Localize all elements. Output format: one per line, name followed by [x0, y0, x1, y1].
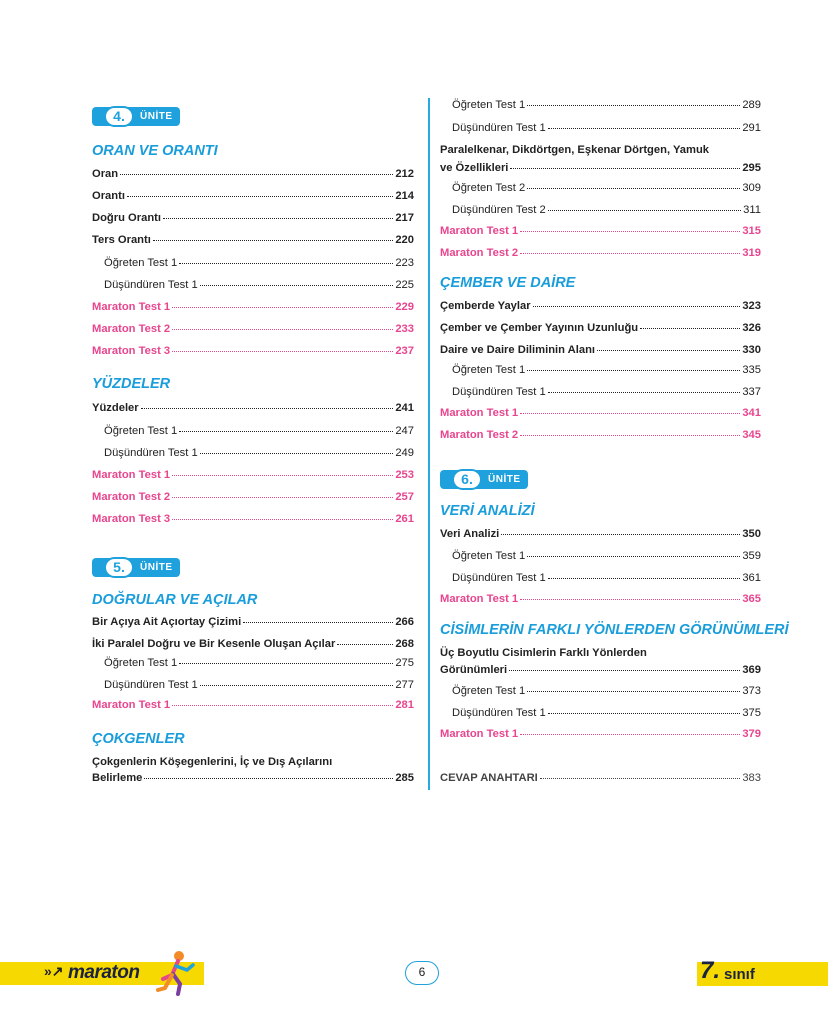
toc-entry[interactable]: İki Paralel Doğru ve Bir Kesenle Oluşan Açılar 268: [92, 638, 414, 650]
toc-entry[interactable]: Öğreten Test 1 275: [104, 657, 414, 669]
toc-entry-maraton[interactable]: Maraton Test 2 233: [92, 323, 414, 335]
toc-entry-cevap[interactable]: CEVAP ANAHTARI 383: [440, 772, 761, 784]
toc-entry-maraton[interactable]: Maraton Test 1 281: [92, 699, 414, 711]
toc-entry-maraton[interactable]: Maraton Test 1 229: [92, 301, 414, 313]
toc-entry-maraton[interactable]: Maraton Test 1 341: [440, 407, 761, 419]
toc-entry[interactable]: Öğreten Test 1 289: [452, 99, 761, 111]
unit-5-label: ÜNİTE: [140, 562, 173, 573]
toc-entry[interactable]: Belirleme 285: [92, 772, 414, 784]
toc-entry[interactable]: Öğreten Test 2 309: [452, 182, 761, 194]
runner-icon: [152, 948, 198, 996]
unit-5-number: 5.: [104, 557, 134, 578]
toc-entry[interactable]: Yüzdeler 241: [92, 402, 414, 414]
section-title-oran: ORAN VE ORANTI: [92, 143, 218, 159]
brand-logo: maraton: [68, 962, 140, 983]
unit-4-label: ÜNİTE: [140, 111, 173, 122]
grade-number: 7.: [700, 957, 721, 984]
toc-entry-line1[interactable]: Çokgenlerin Köşegenlerini, İç ve Dış Açılarını: [92, 756, 333, 768]
unit-4-number: 4.: [104, 106, 134, 127]
toc-entry-maraton[interactable]: Maraton Test 1 379: [440, 728, 761, 740]
toc-entry-maraton[interactable]: Maraton Test 1 315: [440, 225, 761, 237]
toc-entry-line1[interactable]: Paralelkenar, Dikdörtgen, Eşkenar Dörtgen, Yamuk: [440, 144, 710, 156]
toc-entry[interactable]: Çemberde Yaylar 323: [440, 300, 761, 312]
toc-entry[interactable]: Doğru Orantı 217: [92, 212, 414, 224]
toc-entry[interactable]: Çember ve Çember Yayının Uzunluğu 326: [440, 322, 761, 334]
toc-entry[interactable]: Öğreten Test 1 247: [104, 425, 414, 437]
toc-entry[interactable]: Bir Açıya Ait Açıortay Çizimi 266: [92, 616, 414, 628]
toc-entry[interactable]: Düşündüren Test 1 375: [452, 707, 761, 719]
wings-icon: »↗: [44, 963, 64, 979]
section-title-yuzdeler: YÜZDELER: [92, 376, 171, 392]
toc-entry-maraton[interactable]: Maraton Test 1 253: [92, 469, 414, 481]
toc-entry[interactable]: Düşündüren Test 1 337: [452, 386, 761, 398]
toc-entry-maraton[interactable]: Maraton Test 3 261: [92, 513, 414, 525]
column-divider: [428, 98, 430, 790]
toc-entry[interactable]: Ters Orantı 220: [92, 234, 414, 246]
toc-entry[interactable]: Orantı 214: [92, 190, 414, 202]
toc-entry-maraton[interactable]: Maraton Test 3 237: [92, 345, 414, 357]
toc-entry[interactable]: Düşündüren Test 1 291: [452, 122, 761, 134]
toc-entry[interactable]: Düşündüren Test 1 249: [104, 447, 414, 459]
section-title-cember: ÇEMBER VE DAİRE: [440, 275, 576, 291]
toc-entry-maraton[interactable]: Maraton Test 2 345: [440, 429, 761, 441]
toc-entry[interactable]: Öğreten Test 1 359: [452, 550, 761, 562]
toc-entry-maraton[interactable]: Maraton Test 2 319: [440, 247, 761, 259]
unit-6-number: 6.: [452, 469, 482, 490]
toc-entry[interactable]: Öğreten Test 1 223: [104, 257, 414, 269]
page-number: 6: [405, 961, 439, 985]
toc-entry-maraton[interactable]: Maraton Test 2 257: [92, 491, 414, 503]
toc-entry-maraton[interactable]: Maraton Test 1 365: [440, 593, 761, 605]
section-title-cisimler: CİSİMLERİN FARKLI YÖNLERDEN GÖRÜNÜMLERİ: [440, 622, 789, 638]
toc-entry[interactable]: Öğreten Test 1 373: [452, 685, 761, 697]
toc-entry[interactable]: Daire ve Daire Diliminin Alanı 330: [440, 344, 761, 356]
toc-entry[interactable]: ve Özellikleri 295: [440, 162, 761, 174]
toc-entry[interactable]: Düşündüren Test 1 225: [104, 279, 414, 291]
toc-entry[interactable]: Veri Analizi 350: [440, 528, 761, 540]
toc-entry-line1[interactable]: Üç Boyutlu Cisimlerin Farklı Yönlerden: [440, 647, 647, 659]
section-title-dogrular: DOĞRULAR VE AÇILAR: [92, 592, 258, 608]
section-title-cokgenler: ÇOKGENLER: [92, 731, 185, 747]
toc-entry[interactable]: Düşündüren Test 1 277: [104, 679, 414, 691]
unit-6-label: ÜNİTE: [488, 474, 521, 485]
toc-entry[interactable]: Düşündüren Test 1 361: [452, 572, 761, 584]
toc-entry[interactable]: Oran 212: [92, 168, 414, 180]
toc-entry[interactable]: Görünümleri 369: [440, 664, 761, 676]
toc-entry[interactable]: Öğreten Test 1 335: [452, 364, 761, 376]
grade-label: sınıf: [724, 966, 755, 983]
section-title-veri: VERİ ANALİZİ: [440, 503, 535, 519]
toc-entry[interactable]: Düşündüren Test 2 311: [452, 204, 761, 216]
